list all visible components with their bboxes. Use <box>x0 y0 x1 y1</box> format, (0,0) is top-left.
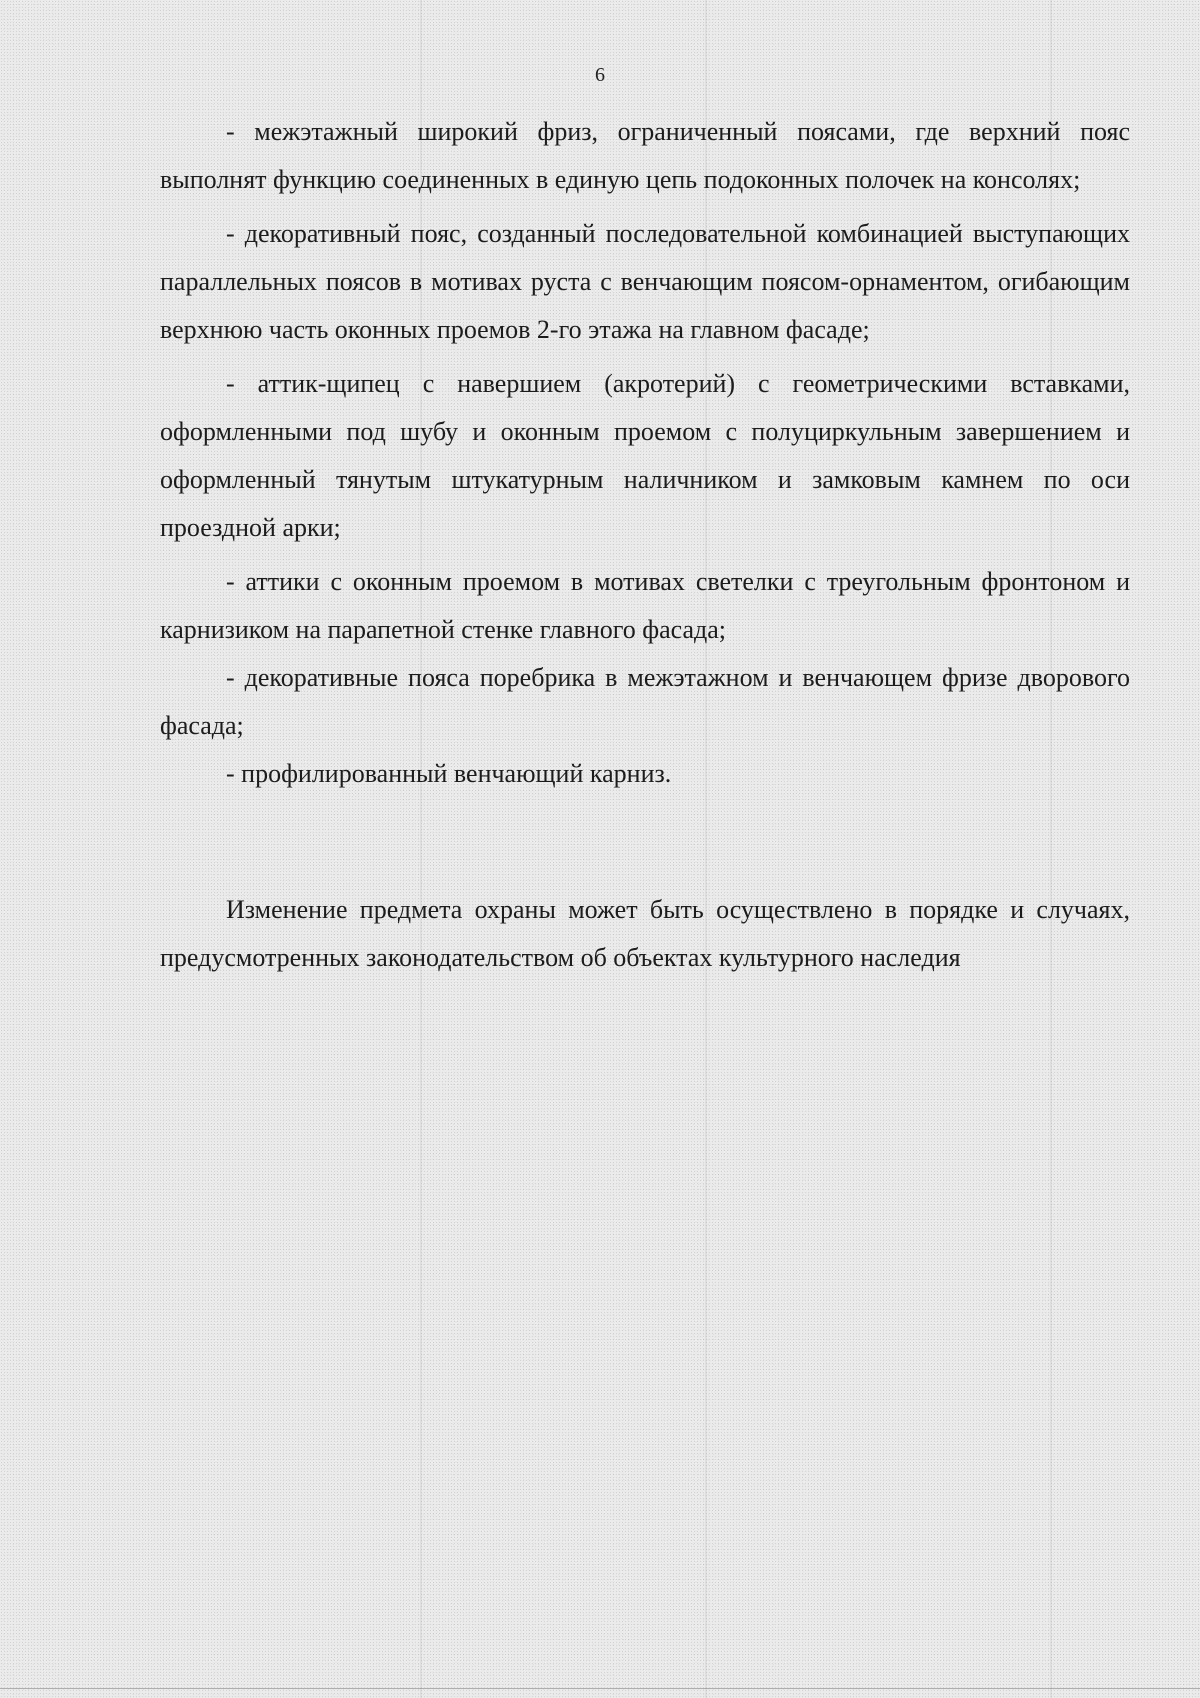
list-item-attics: - аттики с оконным проемом в мотивах светелки с треугольным фронтоном и карнизиком на парапетной стенке главного фасада; <box>160 567 1130 644</box>
list-item-cornice: - профилированный венчающий карниз. <box>226 759 672 788</box>
list-item-attic-gable: - аттик-щипец с навершием (акротерий) с геометрическими вставками, оформленными под шубу и оконным проемом с полуциркульным завершением и оформленный тянутым штукатурным наличником и замковым камнем по оси проездной арки; <box>160 369 1130 542</box>
list-item-poriebrik-belts: - декоративные пояса поребрика в межэтажном и венчающем фризе дворового фасада; <box>160 663 1130 740</box>
page-number: 6 <box>595 64 605 86</box>
list-item-frieze: - межэтажный широкий фриз, ограниченный поясами, где верхний пояс выполнят функцию соединенных в единую цепь подоконных полочек на консолях; <box>160 117 1130 194</box>
document-body <box>160 108 1130 982</box>
page-bottom-edge <box>0 1688 1200 1689</box>
list-item-decorative-belt: - декоративный пояс, созданный последовательной комбинацией выступающих параллельных поясов в мотивах руста с венчающим поясом-орнаментом, огибающим верхнюю часть оконных проемов 2-го этажа на главном фасаде; <box>160 219 1130 344</box>
closing-paragraph: Изменение предмета охраны может быть осуществлено в порядке и случаях, предусмотренных законодательством об объектах культурного наследия <box>160 895 1130 972</box>
